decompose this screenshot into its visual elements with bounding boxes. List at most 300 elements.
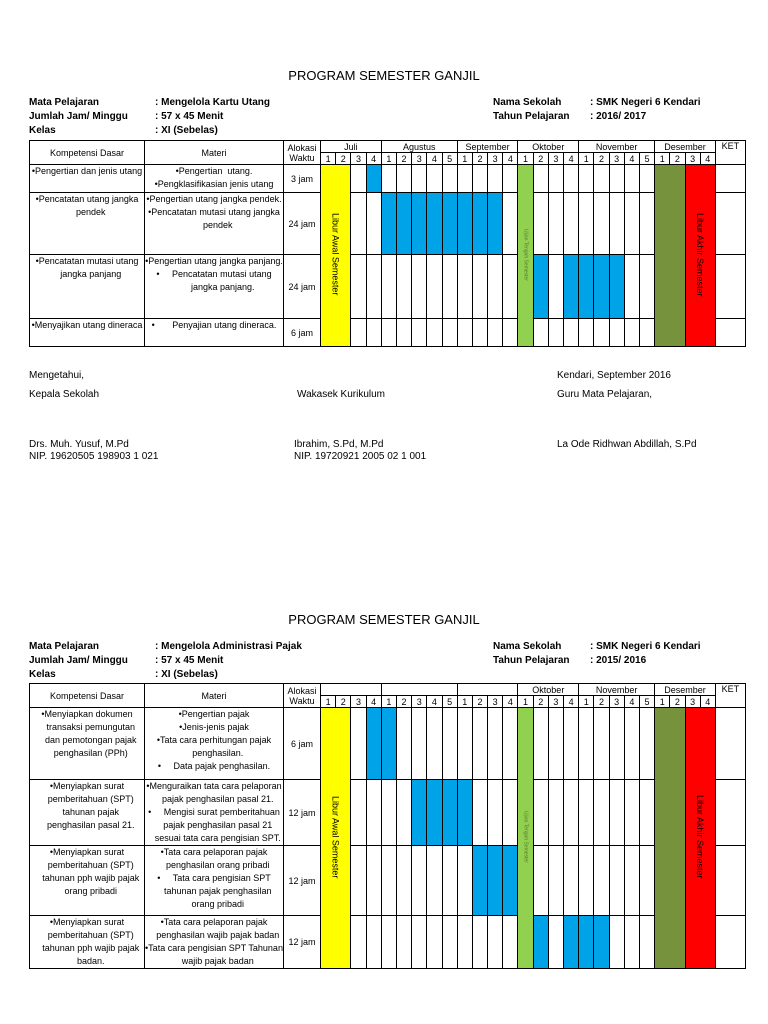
- scheduled-week-cell: [381, 193, 396, 255]
- mid-column: [518, 165, 533, 347]
- week-cell: [472, 165, 487, 193]
- alokasi-cell: 24 jam: [284, 255, 321, 319]
- s2-jam-value: : 57 x 45 Menit: [155, 655, 224, 666]
- s1-jam-label: Jumlah Jam/ Minggu: [29, 111, 128, 122]
- week-cell: [442, 165, 457, 193]
- week-cell: [548, 255, 563, 319]
- ket-cell: [715, 708, 745, 780]
- week-number: 4: [564, 696, 579, 708]
- week-cell: [564, 165, 579, 193]
- week-cell: [564, 708, 579, 780]
- week-cell: [548, 319, 563, 347]
- materi-cell: •Tata cara pelaporan pajak penghasilan orang pribadi • Tata cara pengisian SPT tahunan pajak penghasilan orang pribadi: [145, 846, 284, 916]
- week-cell: [579, 708, 594, 780]
- wakasek-title: Wakasek Kurikulum: [297, 389, 385, 400]
- week-cell: [579, 846, 594, 916]
- week-cell: [488, 319, 503, 347]
- week-cell: [396, 255, 411, 319]
- week-cell: [472, 319, 487, 347]
- week-number: 2: [336, 696, 351, 708]
- week-cell: [457, 165, 472, 193]
- week-number: 1: [457, 153, 472, 165]
- table-row: [30, 708, 746, 780]
- header-month: Agustus: [381, 141, 457, 153]
- week-cell: [396, 846, 411, 916]
- scheduled-week-cell: [412, 193, 427, 255]
- week-number: 1: [655, 696, 670, 708]
- week-cell: [427, 319, 442, 347]
- scheduled-week-cell: [488, 846, 503, 916]
- week-number: 3: [412, 153, 427, 165]
- week-number: 3: [685, 153, 700, 165]
- week-number: 1: [381, 153, 396, 165]
- week-number: 5: [639, 153, 654, 165]
- week-cell: [533, 193, 548, 255]
- week-number: 4: [503, 696, 518, 708]
- week-cell: [457, 846, 472, 916]
- week-cell: [412, 319, 427, 347]
- header-month: Desember: [655, 684, 716, 696]
- week-cell: [412, 255, 427, 319]
- s1-mapel-value: : Mengelola Kartu Utang: [155, 97, 271, 108]
- week-cell: [427, 916, 442, 969]
- alokasi-cell: 12 jam: [284, 846, 321, 916]
- week-cell: [594, 846, 609, 916]
- alokasi-cell: 6 jam: [284, 319, 321, 347]
- libur-akhir-label: Libur Akhir Semester: [695, 212, 706, 297]
- kepala-sekolah-nip: NIP. 19620505 198903 1 021: [29, 451, 159, 462]
- week-number: 1: [579, 696, 594, 708]
- kompetensi-dasar-cell: •Menyiapkan surat pemberitahuan (SPT) tahunan pph wajib pajak orang pribadi: [30, 846, 145, 916]
- week-number: 3: [488, 153, 503, 165]
- week-cell: [396, 916, 411, 969]
- week-cell: [503, 780, 518, 846]
- schedule-table-2: [29, 683, 746, 969]
- section-2-title: PROGRAM SEMESTER GANJIL: [288, 612, 480, 627]
- wakasek-nip: NIP. 19720921 2005 02 1 001: [294, 451, 427, 462]
- week-number: 3: [685, 696, 700, 708]
- table-row: [30, 193, 746, 255]
- week-number: 2: [396, 153, 411, 165]
- week-cell: [594, 780, 609, 846]
- week-number: 3: [412, 696, 427, 708]
- scheduled-week-cell: [366, 708, 381, 780]
- header-month: Oktober: [518, 684, 579, 696]
- table-row: [30, 255, 746, 319]
- week-cell: [442, 319, 457, 347]
- kepala-sekolah-name: Drs. Muh. Yusuf, M.Pd: [29, 439, 129, 450]
- week-cell: [503, 255, 518, 319]
- mid-semester-label: Ujian Tengah Semester: [522, 811, 529, 863]
- week-cell: [639, 846, 654, 916]
- week-cell: [639, 165, 654, 193]
- header-month: September: [457, 141, 518, 153]
- week-cell: [396, 708, 411, 780]
- table-row: [30, 319, 746, 347]
- scheduled-week-cell: [427, 780, 442, 846]
- week-cell: [366, 255, 381, 319]
- week-cell: [624, 193, 639, 255]
- week-cell: [457, 319, 472, 347]
- week-cell: [548, 165, 563, 193]
- scheduled-week-cell: [564, 916, 579, 969]
- s2-mapel-value: : Mengelola Administrasi Pajak: [155, 641, 302, 652]
- week-cell: [396, 165, 411, 193]
- scheduled-week-cell: [579, 916, 594, 969]
- week-cell: [488, 780, 503, 846]
- week-number: 3: [609, 696, 624, 708]
- week-cell: [609, 780, 624, 846]
- mid-column: [518, 708, 533, 969]
- week-cell: [503, 165, 518, 193]
- week-cell: [472, 780, 487, 846]
- kompetensi-dasar-cell: •Menyiapkan dokumen transaksi pemungutan dan pemotongan pajak penghasilan (PPh): [30, 708, 145, 780]
- scheduled-week-cell: [579, 255, 594, 319]
- scheduled-week-cell: [564, 255, 579, 319]
- week-cell: [351, 846, 366, 916]
- materi-cell: •Pengertian utang. •Pengklasifikasian jenis utang: [145, 165, 284, 193]
- scheduled-week-cell: [396, 193, 411, 255]
- header-month: November: [579, 684, 655, 696]
- week-cell: [427, 846, 442, 916]
- s2-tahun-value: : 2015/ 2016: [590, 655, 647, 666]
- week-number: 1: [321, 696, 336, 708]
- week-cell: [503, 319, 518, 347]
- week-cell: [548, 708, 563, 780]
- s1-kelas-label: Kelas: [29, 125, 56, 136]
- guru-title: Guru Mata Pelajaran,: [557, 389, 653, 400]
- week-cell: [366, 319, 381, 347]
- week-cell: [442, 255, 457, 319]
- s1-tahun-value: : 2016/ 2017: [590, 111, 647, 122]
- week-cell: [548, 916, 563, 969]
- week-cell: [381, 255, 396, 319]
- week-number: 4: [700, 153, 715, 165]
- week-cell: [639, 780, 654, 846]
- scheduled-week-cell: [488, 193, 503, 255]
- week-cell: [412, 916, 427, 969]
- week-cell: [579, 780, 594, 846]
- ket-cell: [715, 846, 745, 916]
- scheduled-week-cell: [442, 780, 457, 846]
- kompetensi-dasar-cell: •Pencatatan utang jangka pendek: [30, 193, 145, 255]
- s1-jam-value: : 57 x 45 Menit: [155, 111, 224, 122]
- libur-awal-label: Libur Awal Semester: [330, 213, 341, 296]
- week-number: 4: [564, 153, 579, 165]
- week-cell: [609, 708, 624, 780]
- week-number: 1: [579, 153, 594, 165]
- section-1-title: PROGRAM SEMESTER GANJIL: [288, 68, 480, 83]
- mengetahui-label: Mengetahui,: [29, 370, 85, 381]
- week-number: 1: [381, 696, 396, 708]
- week-cell: [564, 319, 579, 347]
- week-cell: [533, 708, 548, 780]
- week-cell: [457, 708, 472, 780]
- scheduled-week-cell: [427, 193, 442, 255]
- s2-kelas-label: Kelas: [29, 669, 56, 680]
- scheduled-week-cell: [594, 255, 609, 319]
- s2-sekolah-label: Nama Sekolah: [493, 641, 562, 652]
- week-number: 2: [670, 696, 685, 708]
- week-cell: [609, 916, 624, 969]
- week-cell: [381, 846, 396, 916]
- libur-akhir-label: Libur Akhir Semester: [695, 795, 706, 879]
- s2-tahun-label: Tahun Pelajaran: [493, 655, 570, 666]
- alokasi-cell: 12 jam: [284, 780, 321, 846]
- week-cell: [639, 319, 654, 347]
- kompetensi-dasar-cell: •Pencatatan mutasi utang jangka panjang: [30, 255, 145, 319]
- table-row: [30, 165, 746, 193]
- week-number: 1: [655, 153, 670, 165]
- week-number: 2: [594, 696, 609, 708]
- week-cell: [366, 916, 381, 969]
- s1-sekolah-value: : SMK Negeri 6 Kendari: [590, 97, 701, 108]
- kepala-sekolah-title: Kepala Sekolah: [29, 389, 100, 400]
- week-number: 1: [457, 696, 472, 708]
- alokasi-cell: 6 jam: [284, 708, 321, 780]
- week-cell: [594, 319, 609, 347]
- scheduled-week-cell: [533, 916, 548, 969]
- week-cell: [472, 708, 487, 780]
- week-cell: [594, 193, 609, 255]
- kompetensi-dasar-cell: •Menyiapkan surat pemberitahuan (SPT) tahunan pph wajib pajak badan.: [30, 916, 145, 969]
- week-number: 1: [321, 153, 336, 165]
- week-number: 1: [518, 696, 533, 708]
- ulangan-column: [655, 165, 685, 347]
- week-cell: [639, 255, 654, 319]
- week-cell: [533, 165, 548, 193]
- materi-cell: •Pengertian utang jangka pendek. •Pencatatan mutasi utang jangka pendek: [145, 193, 284, 255]
- header-ket: KET: [715, 684, 745, 708]
- week-cell: [503, 708, 518, 780]
- week-cell: [624, 780, 639, 846]
- scheduled-week-cell: [503, 846, 518, 916]
- week-number: 4: [427, 696, 442, 708]
- s1-mapel-label: Mata Pelajaran: [29, 97, 100, 108]
- week-cell: [579, 319, 594, 347]
- libur-akhir-column: [685, 708, 715, 969]
- ket-cell: [715, 780, 745, 846]
- week-cell: [548, 193, 563, 255]
- week-cell: [624, 319, 639, 347]
- scheduled-week-cell: [533, 255, 548, 319]
- week-number: 2: [472, 153, 487, 165]
- scheduled-week-cell: [457, 780, 472, 846]
- week-cell: [624, 165, 639, 193]
- week-cell: [639, 916, 654, 969]
- kompetensi-dasar-cell: •Menyajikan utang dineraca: [30, 319, 145, 347]
- ket-cell: [715, 319, 745, 347]
- week-cell: [442, 708, 457, 780]
- s2-kelas-value: : XI (Sebelas): [155, 669, 218, 680]
- schedule-table-1: [29, 140, 746, 347]
- week-cell: [564, 846, 579, 916]
- week-number: 4: [624, 696, 639, 708]
- header-alokasi-waktu: Alokasi Waktu: [284, 684, 321, 708]
- week-cell: [457, 916, 472, 969]
- week-number: 3: [548, 696, 563, 708]
- week-cell: [366, 846, 381, 916]
- header-kompetensi-dasar: Kompetensi Dasar: [30, 684, 145, 708]
- week-cell: [609, 319, 624, 347]
- place-date: Kendari, September 2016: [557, 370, 671, 381]
- s1-sekolah-label: Nama Sekolah: [493, 97, 562, 108]
- week-number: 3: [488, 696, 503, 708]
- week-cell: [351, 708, 366, 780]
- week-cell: [624, 916, 639, 969]
- scheduled-week-cell: [442, 193, 457, 255]
- guru-name: La Ode Ridhwan Abdillah, S.Pd: [557, 439, 697, 450]
- week-cell: [533, 780, 548, 846]
- materi-cell: •Pengertian utang jangka panjang. • Pencatatan mutasi utang jangka panjang.: [145, 255, 284, 319]
- s2-mapel-label: Mata Pelajaran: [29, 641, 100, 652]
- week-number: 2: [670, 153, 685, 165]
- week-cell: [624, 255, 639, 319]
- week-number: 2: [594, 153, 609, 165]
- week-number: 2: [472, 696, 487, 708]
- week-cell: [442, 846, 457, 916]
- header-month: Juli: [321, 141, 382, 153]
- week-cell: [412, 708, 427, 780]
- kompetensi-dasar-cell: •Menyiapkan surat pemberitahuan (SPT) tahunan pajak penghasilan pasal 21.: [30, 780, 145, 846]
- s1-tahun-label: Tahun Pelajaran: [493, 111, 570, 122]
- week-cell: [564, 780, 579, 846]
- header-month: November: [579, 141, 655, 153]
- scheduled-week-cell: [366, 165, 381, 193]
- week-number: 4: [366, 153, 381, 165]
- materi-cell: •Tata cara pelaporan pajak penghasilan wajib pajak badan •Tata cara pengisian SPT Tahunan wajib pajak badan: [145, 916, 284, 969]
- scheduled-week-cell: [412, 780, 427, 846]
- week-cell: [427, 165, 442, 193]
- week-number: 3: [351, 696, 366, 708]
- week-cell: [396, 780, 411, 846]
- ket-cell: [715, 165, 745, 193]
- week-cell: [488, 165, 503, 193]
- week-cell: [594, 165, 609, 193]
- scheduled-week-cell: [381, 708, 396, 780]
- week-cell: [548, 846, 563, 916]
- week-number: 3: [609, 153, 624, 165]
- week-cell: [579, 193, 594, 255]
- week-cell: [472, 255, 487, 319]
- ket-cell: [715, 255, 745, 319]
- week-cell: [427, 255, 442, 319]
- header-kompetensi-dasar: Kompetensi Dasar: [30, 141, 145, 165]
- scheduled-week-cell: [472, 846, 487, 916]
- week-number: 1: [518, 153, 533, 165]
- week-cell: [533, 319, 548, 347]
- week-cell: [533, 846, 548, 916]
- ket-cell: [715, 916, 745, 969]
- week-cell: [366, 780, 381, 846]
- week-cell: [396, 319, 411, 347]
- week-cell: [548, 780, 563, 846]
- week-number: 4: [503, 153, 518, 165]
- ket-cell: [715, 193, 745, 255]
- week-cell: [381, 780, 396, 846]
- alokasi-cell: 12 jam: [284, 916, 321, 969]
- header-materi: Materi: [145, 141, 284, 165]
- week-number: 2: [533, 153, 548, 165]
- week-number: 4: [700, 696, 715, 708]
- table-row: [30, 780, 746, 846]
- week-cell: [412, 846, 427, 916]
- table-row: [30, 846, 746, 916]
- mid-semester-label: Ujian Tengah Semester: [522, 228, 529, 281]
- week-cell: [624, 708, 639, 780]
- s1-kelas-value: : XI (Sebelas): [155, 125, 218, 136]
- header-month: [457, 684, 518, 696]
- week-cell: [351, 255, 366, 319]
- week-cell: [564, 193, 579, 255]
- week-cell: [639, 708, 654, 780]
- ulangan-column: [655, 708, 685, 969]
- week-cell: [351, 916, 366, 969]
- week-number: 2: [336, 153, 351, 165]
- week-number: 3: [351, 153, 366, 165]
- header-alokasi-waktu: Alokasi Waktu: [284, 141, 321, 165]
- libur-akhir-column: [685, 165, 715, 347]
- materi-cell: • Penyajian utang dineraca.: [145, 319, 284, 347]
- week-cell: [351, 165, 366, 193]
- week-cell: [412, 165, 427, 193]
- week-cell: [366, 193, 381, 255]
- week-cell: [488, 916, 503, 969]
- libur-awal-label: Libur Awal Semester: [330, 795, 341, 879]
- kompetensi-dasar-cell: •Pengertian dan jenis utang: [30, 165, 145, 193]
- materi-cell: •Pengertian pajak •Jenis-jenis pajak •Tata cara perhitungan pajak penghasilan. • Data pajak penghasilan.: [145, 708, 284, 780]
- s2-jam-label: Jumlah Jam/ Minggu: [29, 655, 128, 666]
- week-cell: [351, 780, 366, 846]
- week-cell: [594, 708, 609, 780]
- header-month: [381, 684, 457, 696]
- week-cell: [488, 255, 503, 319]
- s2-sekolah-value: : SMK Negeri 6 Kendari: [590, 641, 701, 652]
- week-number: 5: [442, 153, 457, 165]
- scheduled-week-cell: [457, 193, 472, 255]
- week-cell: [457, 255, 472, 319]
- materi-cell: •Menguraikan tata cara pelaporan pajak penghasilan pasal 21. • Mengisi surat pemberitahuan pajak penghasilan pasal 21 sesuai tata cara pengisian SPT.: [145, 780, 284, 846]
- week-cell: [503, 916, 518, 969]
- scheduled-week-cell: [609, 255, 624, 319]
- week-cell: [381, 319, 396, 347]
- week-cell: [609, 846, 624, 916]
- week-cell: [503, 193, 518, 255]
- week-number: 4: [624, 153, 639, 165]
- week-cell: [381, 165, 396, 193]
- scheduled-week-cell: [472, 193, 487, 255]
- alokasi-cell: 3 jam: [284, 165, 321, 193]
- header-month: Desember: [655, 141, 716, 153]
- week-cell: [624, 846, 639, 916]
- week-cell: [579, 165, 594, 193]
- week-cell: [351, 193, 366, 255]
- week-cell: [609, 165, 624, 193]
- header-month: Oktober: [518, 141, 579, 153]
- week-cell: [381, 916, 396, 969]
- week-cell: [639, 193, 654, 255]
- week-number: 5: [639, 696, 654, 708]
- week-cell: [442, 916, 457, 969]
- libur-awal-column: [321, 165, 351, 347]
- week-number: 4: [366, 696, 381, 708]
- week-cell: [609, 193, 624, 255]
- week-number: 4: [427, 153, 442, 165]
- alokasi-cell: 24 jam: [284, 193, 321, 255]
- week-cell: [488, 708, 503, 780]
- table-row: [30, 916, 746, 969]
- libur-awal-column: [321, 708, 351, 969]
